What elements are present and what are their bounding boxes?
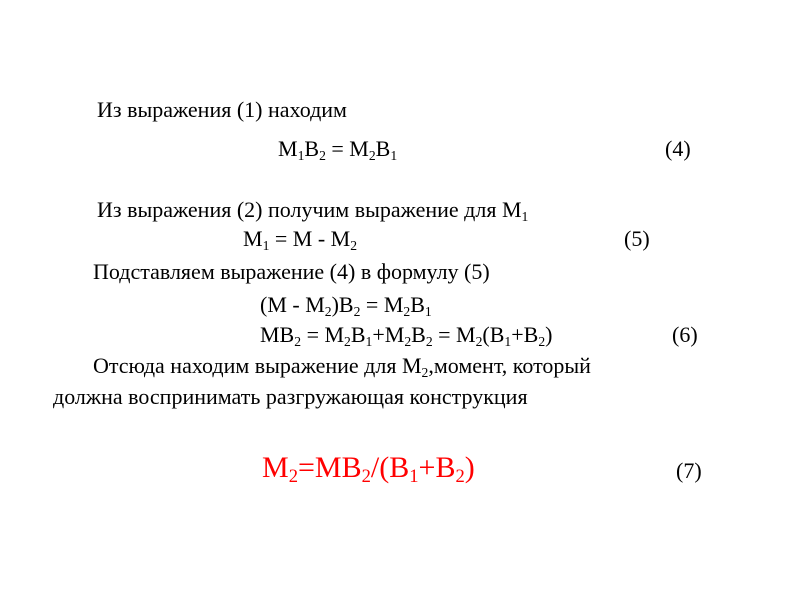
intro-text-1: Из выражения (1) находим	[97, 97, 347, 122]
equation-7: $M_2=MB_2/(B_1+B_2)$	[262, 451, 475, 488]
equation-number-7: (7)	[676, 458, 702, 483]
intro-text-2: Из выражения (2) получим выражение для $M_1$	[97, 197, 529, 224]
equation-number-5: (5)	[624, 226, 650, 251]
conclusion-line-1: Отсюда находим выражение для $M_2,момент$, который	[93, 353, 591, 380]
equation-5: $M_1 = M - M_2$	[243, 226, 358, 253]
equation-4: $M_1B_2 = M_2B_1$	[278, 136, 398, 163]
equation-number-6: (6)	[672, 322, 698, 347]
equation-substitution: $(M - M_2)B_2 = M_2B_1$	[260, 292, 432, 319]
intro-text-3: Подставляем выражение (4) в формулу (5)	[93, 259, 490, 284]
equation-number-4: (4)	[665, 136, 691, 161]
equation-6: $MB_2 = M_2B_1+M_2B_2 = M_2(B_1+B_2)$	[260, 322, 553, 349]
conclusion-line-2: должна воспринимать разгружающая конструкция	[53, 384, 528, 409]
